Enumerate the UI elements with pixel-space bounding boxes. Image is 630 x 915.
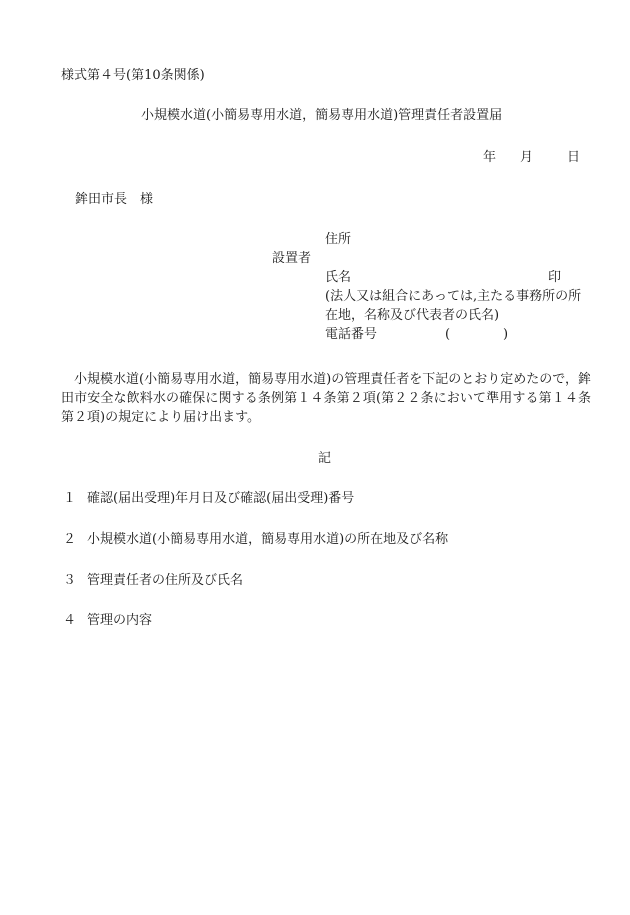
- body-paragraph: 小規模水道(小簡易専用水道，簡易専用水道)の管理責任者を下記のとおり定めたので，鉾田市安全な飲料水の確保に関する条例第１４条第２項(第２２条において準用する第１４条第２項)の規定により届け出ます。: [61, 372, 591, 425]
- address-row: [325, 233, 590, 252]
- item-number: ４: [63, 613, 77, 628]
- addressee: 鉾田市長 様: [75, 192, 154, 207]
- address-label: 住所: [325, 232, 352, 247]
- installer-label: 設置者: [272, 251, 312, 266]
- list-item: [63, 574, 243, 587]
- name-label: 氏名: [325, 270, 352, 285]
- date-day-label: 日: [567, 150, 581, 165]
- list-item: [63, 492, 354, 505]
- list-item: [63, 614, 152, 627]
- list-item: [63, 533, 448, 546]
- corporate-note-line-1: (法人又は組合にあっては,主たる事務所の所: [325, 289, 582, 304]
- item-number: １: [63, 491, 77, 506]
- phone-area-paren-close: ): [503, 327, 509, 342]
- date-month-label: 月: [520, 150, 534, 165]
- spacer-row: [325, 252, 590, 271]
- item-text: 確認(届出受理)年月日及び確認(届出受理)番号: [87, 491, 355, 506]
- item-text: 管理責任者の住所及び氏名: [87, 573, 244, 588]
- date-year-label: 年: [483, 150, 497, 165]
- item-text: 管理の内容: [87, 613, 153, 628]
- seal-mark: 印: [548, 270, 562, 285]
- phone-area-paren-open: (: [445, 327, 451, 342]
- document-title: 小規模水道(小簡易専用水道，簡易専用水道)管理責任者設置届: [141, 108, 503, 123]
- phone-label: 電話番号: [325, 327, 378, 342]
- phone-row: [325, 328, 590, 347]
- item-number: ３: [63, 573, 77, 588]
- ki-heading: 記: [318, 451, 332, 466]
- date-line: [483, 151, 580, 164]
- corporate-note-line-2: 在地，名称及び代表者の氏名): [325, 308, 500, 323]
- form-number: 様式第４号(第10条関係): [61, 68, 205, 83]
- applicant-block: [325, 233, 590, 347]
- name-row: [325, 271, 590, 290]
- item-text: 小規模水道(小簡易専用水道，簡易専用水道)の所在地及び名称: [87, 532, 449, 547]
- item-number: ２: [63, 532, 77, 547]
